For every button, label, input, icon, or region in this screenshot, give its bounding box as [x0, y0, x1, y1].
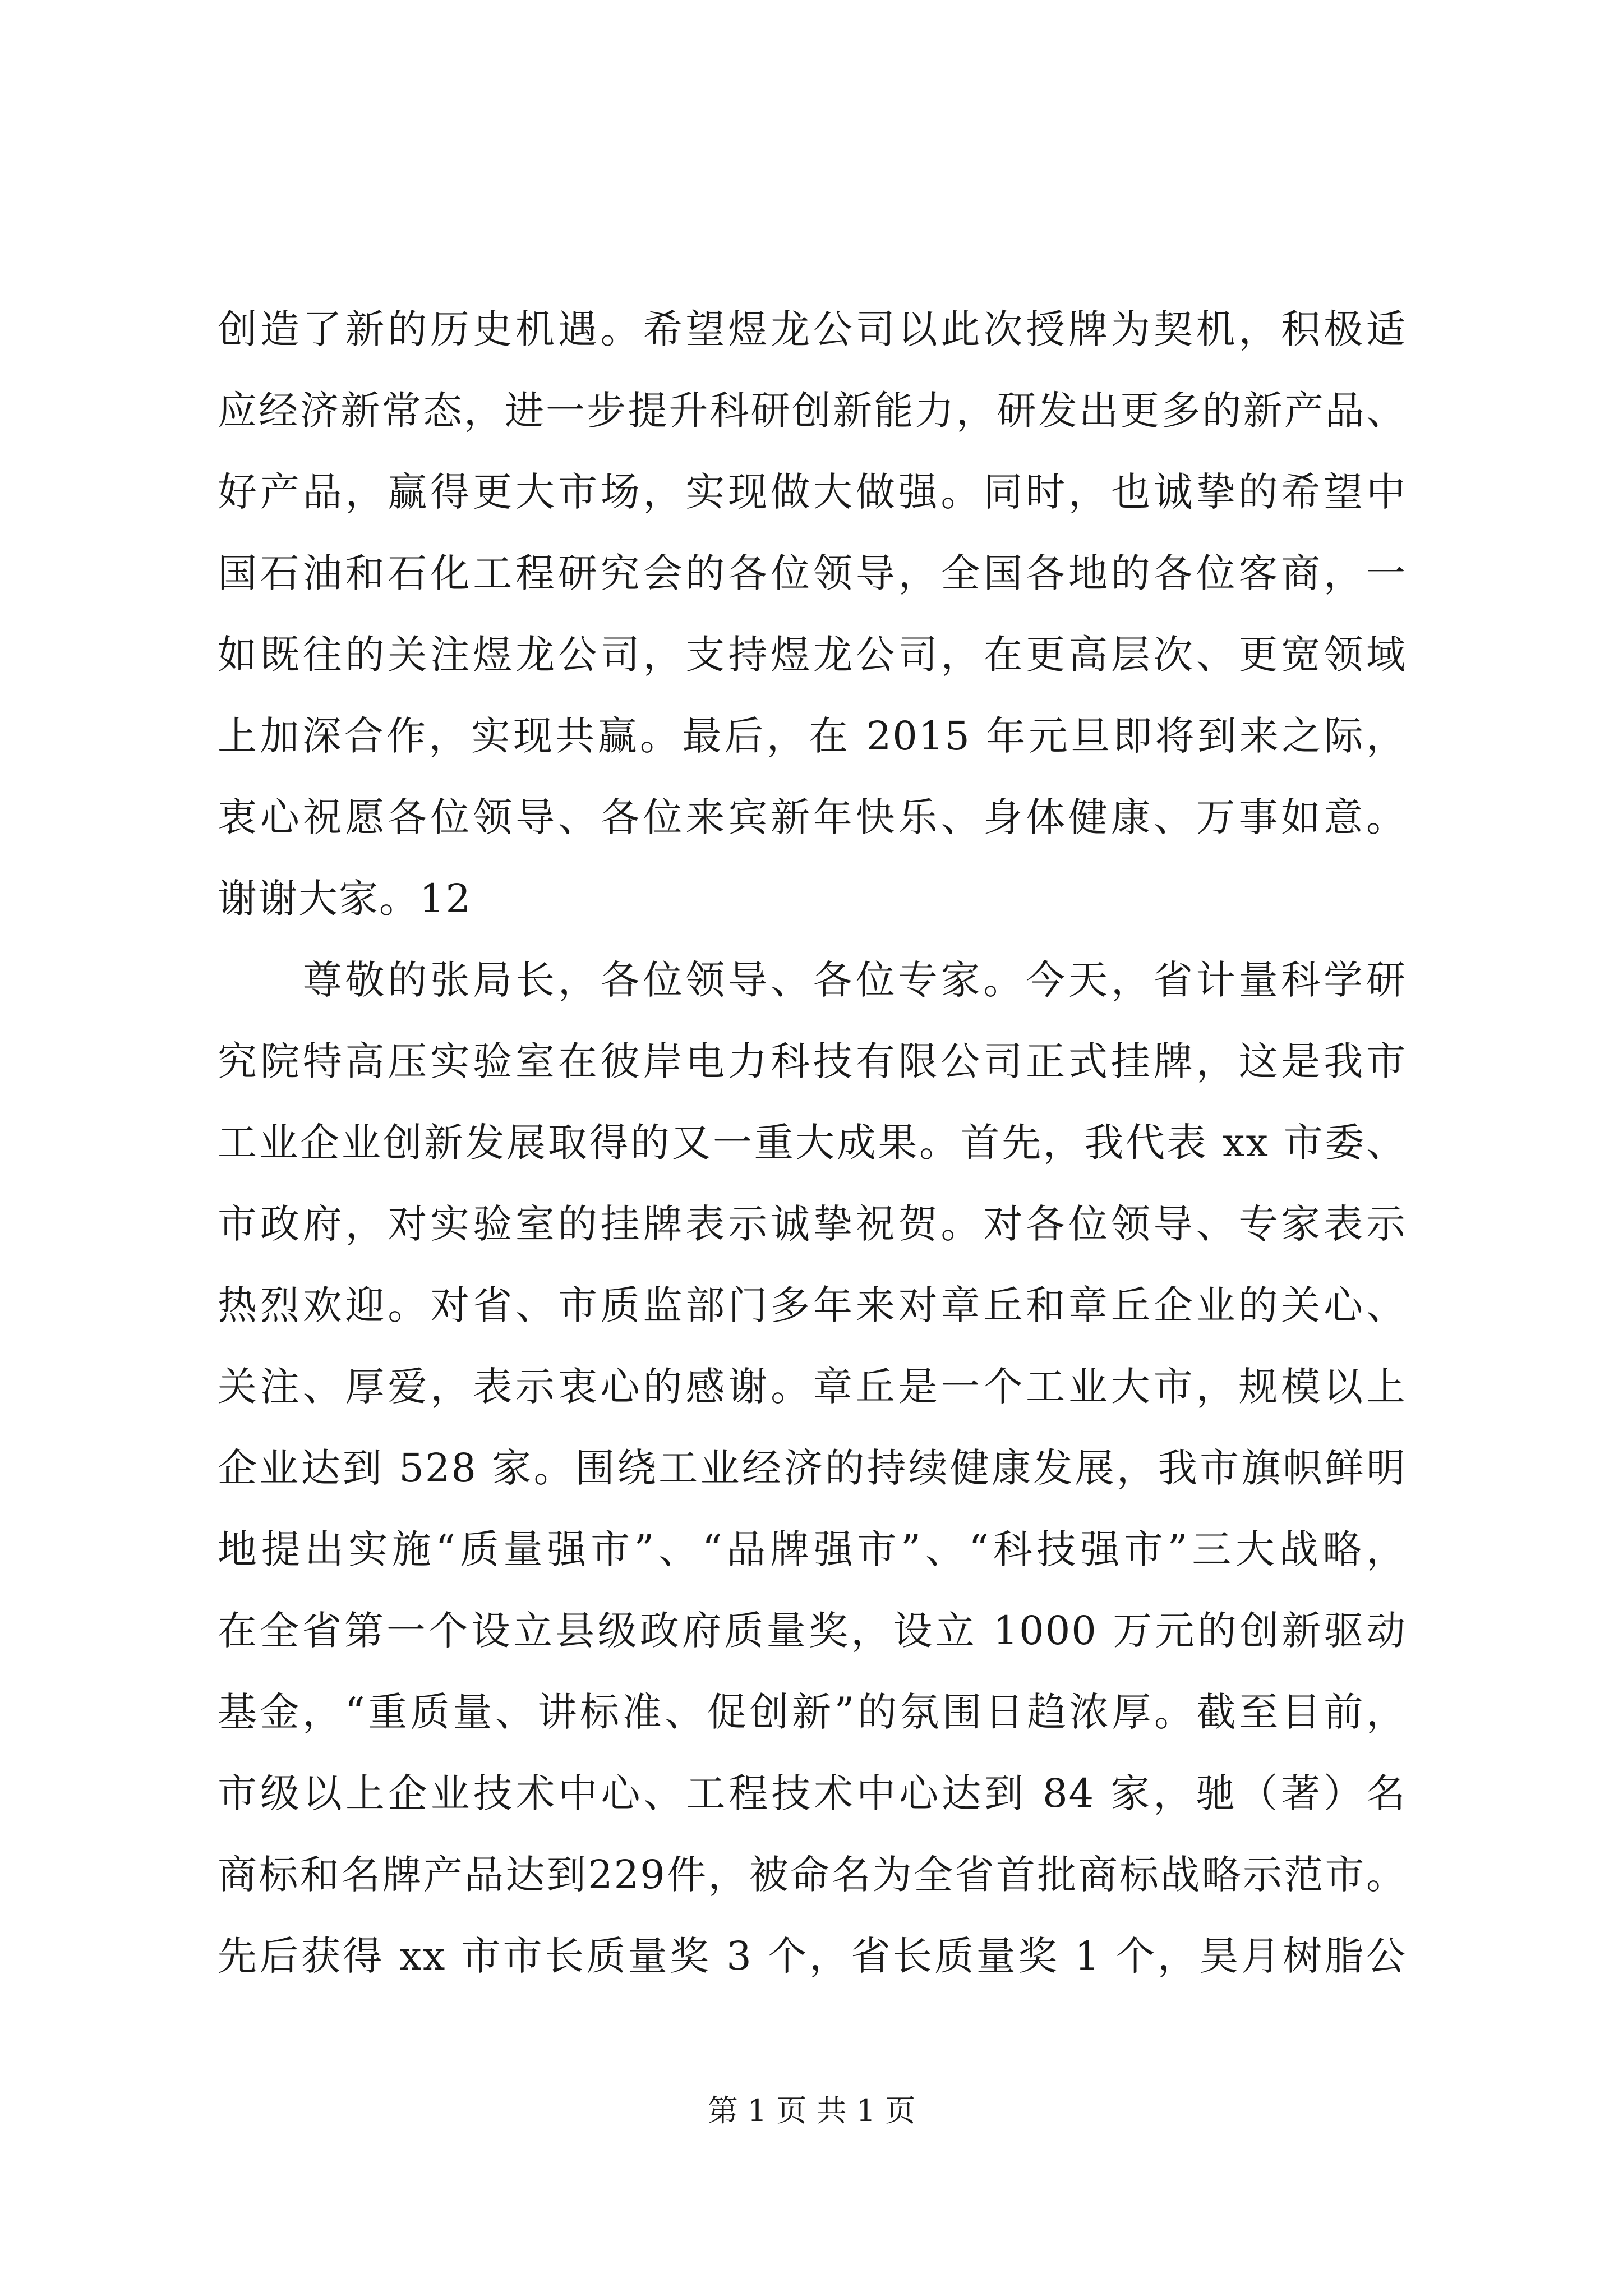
text-line: 先后获得 xx 市市长质量奖 3 个，省长质量奖 1 个，昊月树脂公: [218, 1933, 1407, 1979]
text-line: 究院特高压实验室在彼岸电力科技有限公司正式挂牌，这是我市: [218, 1038, 1407, 1084]
text-line: 衷心祝愿各位领导、各位来宾新年快乐、身体健康、万事如意。: [218, 794, 1407, 840]
page-footer: [0, 2091, 1623, 2131]
text-line: 上加深合作，实现共赢。最后，在 2015 年元旦即将到来之际，: [218, 713, 1407, 759]
text-line: 商标和名牌产品达到229件，被命名为全省首批商标战略示范市。: [218, 1852, 1407, 1898]
text-line: 市政府，对实验室的挂牌表示诚挚祝贺。对各位领导、专家表示: [218, 1201, 1407, 1247]
text-line: 谢谢大家。12: [218, 876, 472, 922]
text-line: 企业达到 528 家。围绕工业经济的持续健康发展，我市旗帜鲜明: [218, 1445, 1407, 1491]
text-line: 市级以上企业技术中心、工程技术中心达到 84 家，驰（著）名: [218, 1770, 1407, 1816]
text-line: 创造了新的历史机遇。希望煜龙公司以此次授牌为契机，积极适: [218, 306, 1407, 352]
text-line: 工业企业创新发展取得的又一重大成果。首先，我代表 xx 市委、: [218, 1120, 1407, 1166]
document-body: [218, 289, 1407, 1997]
text-line: 如既往的关注煜龙公司，支持煜龙公司，在更高层次、更宽领域: [218, 632, 1407, 678]
text-line: 好产品，赢得更大市场，实现做大做强。同时，也诚挚的希望中: [218, 469, 1407, 515]
text-line: 在全省第一个设立县级政府质量奖，设立 1000 万元的创新驱动: [218, 1608, 1407, 1654]
text-line: 基金，“重质量、讲标准、促创新”的氛围日趋浓厚。截至目前，: [218, 1689, 1407, 1735]
text-line: 应经济新常态，进一步提升科研创新能力，研发出更多的新产品、: [218, 388, 1407, 434]
page-number-label: 第 1 页 共 1 页: [707, 2093, 916, 2128]
text-line: 地提出实施“质量强市”、“品牌强市”、“科技强市”三大战略，: [218, 1526, 1407, 1572]
text-line: 关注、厚爱，表示衷心的感谢。章丘是一个工业大市，规模以上: [218, 1364, 1407, 1410]
text-line: 尊敬的张局长，各位领导、各位专家。今天，省计量科学研: [218, 957, 1407, 1003]
text-line: 热烈欢迎。对省、市质监部门多年来对章丘和章丘企业的关心、: [218, 1282, 1407, 1328]
text-line: 国石油和石化工程研究会的各位领导，全国各地的各位客商，一: [218, 550, 1407, 596]
